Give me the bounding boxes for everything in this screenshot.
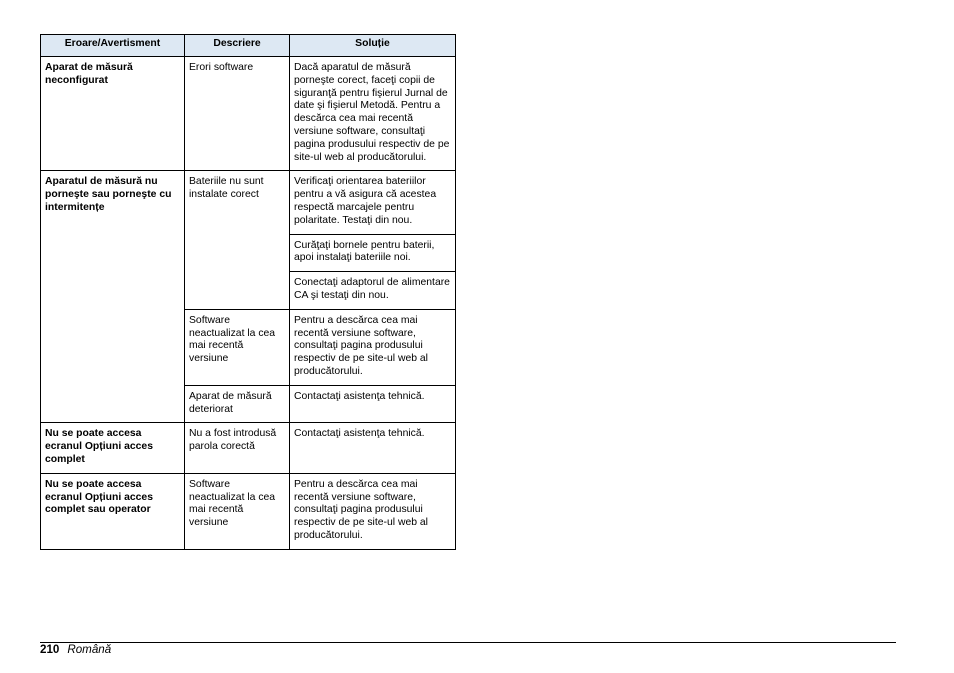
page-footer [40, 643, 111, 657]
solution-cell: Conectaţi adaptorul de alimentare CA şi testaţi din nou. [290, 272, 456, 310]
error-cell: Nu se poate accesa ecranul Opțiuni acces complet sau operator [41, 473, 185, 549]
error-cell: Aparatul de măsură nu porneşte sau porneşte cu intermitențe [41, 171, 185, 423]
table-row [41, 473, 456, 549]
error-cell: Nu se poate accesa ecranul Opțiuni acces complet [41, 423, 185, 473]
header-description: Descriere [185, 35, 290, 57]
description-cell: Software neactualizat la cea mai recentă versiune [185, 473, 290, 549]
footer-divider [40, 642, 896, 643]
error-cell: Aparat de măsură neconfigurat [41, 57, 185, 171]
header-error: Eroare/Avertisment [41, 35, 185, 57]
troubleshooting-table [40, 34, 456, 550]
table-header-row [41, 35, 456, 57]
solution-cell: Curăţaţi bornele pentru baterii, apoi instalaţi bateriile noi. [290, 234, 456, 272]
solution-cell: Contactaţi asistenţa tehnică. [290, 423, 456, 473]
description-cell: Nu a fost introdusă parola corectă [185, 423, 290, 473]
table-row [41, 57, 456, 171]
solution-cell: Verificaţi orientarea bateriilor pentru a vă asigura că acestea respectă marcajele pentru polaritate. Testaţi din nou. [290, 171, 456, 234]
solution-cell: Contactaţi asistenţa tehnică. [290, 385, 456, 423]
footer-language: Română [67, 643, 112, 656]
solution-cell: Dacă aparatul de măsură porneşte corect, faceţi copii de siguranţă pentru fişierul Jurnal de date şi fişierul Metodă. Pentru a descărca cea mai recentă versiune software, consultaţi pagina produsului respectiv de pe site-ul web al producătorului. [290, 57, 456, 171]
solution-cell: Pentru a descărca cea mai recentă versiune software, consultaţi pagina produsului respectiv de pe site-ul web al producătorului. [290, 473, 456, 549]
table-row [41, 423, 456, 473]
description-cell: Erori software [185, 57, 290, 171]
description-cell: Bateriile nu sunt instalate corect [185, 171, 290, 309]
header-solution: Soluție [290, 35, 456, 57]
description-cell: Software neactualizat la cea mai recentă versiune [185, 309, 290, 385]
solution-cell: Pentru a descărca cea mai recentă versiune software, consultaţi pagina produsului respectiv de pe site-ul web al producătorului. [290, 309, 456, 385]
page-number: 210 [40, 643, 60, 656]
description-cell: Aparat de măsură deteriorat [185, 385, 290, 423]
table-row [41, 171, 456, 234]
